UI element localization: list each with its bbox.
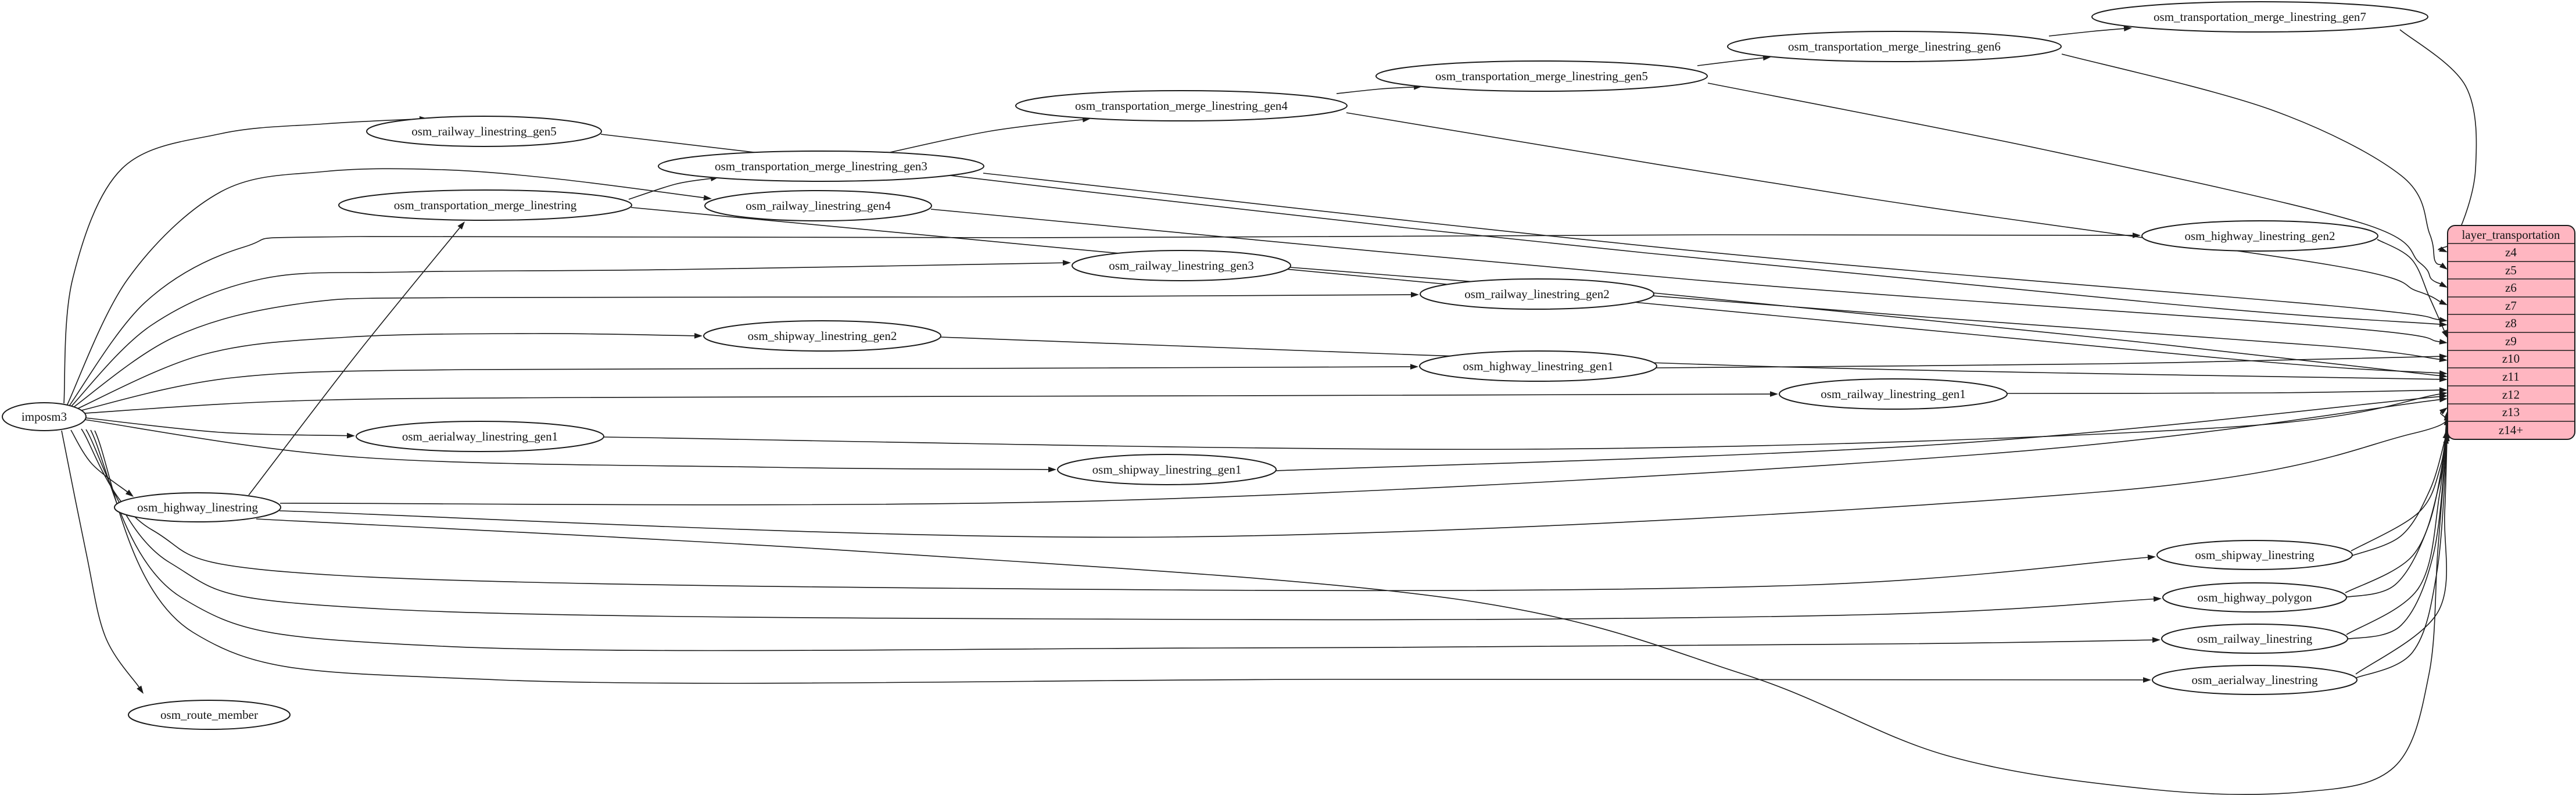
node-label: osm_railway_linestring_gen2 xyxy=(1464,287,1610,301)
table-row-z9: z9 xyxy=(2505,334,2517,348)
edge-osm_transportation_merge_linestring_gen7-to-layer_transportation:z4 xyxy=(2400,30,2477,250)
node-osm-railway-linestring xyxy=(2162,624,2348,653)
node-osm-highway-linestring-gen1 xyxy=(1420,351,1657,381)
node-osm-transportation-merge-linestring-gen4 xyxy=(1016,91,1347,121)
node-osm-highway-linestring xyxy=(114,493,281,522)
node-label: osm_shipway_linestring_gen2 xyxy=(747,329,897,343)
node-osm-transportation-merge-linestring-gen3 xyxy=(658,151,984,181)
arrowhead-icon xyxy=(2439,339,2448,345)
node-osm-transportation-merge-linestring-gen5 xyxy=(1376,61,1707,91)
node-label: osm_railway_linestring_gen3 xyxy=(1109,259,1254,273)
node-label: osm_aerialway_linestring xyxy=(2191,673,2318,687)
node-label: osm_highway_linestring xyxy=(137,500,258,514)
arrowhead-icon xyxy=(2439,281,2448,288)
table-row-z7: z7 xyxy=(2505,299,2517,313)
node-label: osm_highway_linestring_gen1 xyxy=(1463,359,1614,373)
arrowhead-icon xyxy=(1770,391,1778,397)
edge-osm_highway_polygon-to-layer_transportation:z14+ xyxy=(2345,443,2446,597)
arrowhead-icon xyxy=(1411,292,1419,298)
node-label: osm_railway_linestring_gen1 xyxy=(1821,387,1966,401)
edge-imposm3-to-osm_railway_linestring_gen1 xyxy=(77,394,1770,414)
arrowhead-icon xyxy=(137,686,144,694)
node-osm-railway-linestring-gen2 xyxy=(1420,279,1654,309)
node-osm-aerialway-linestring-gen1 xyxy=(356,421,604,452)
arrowhead-icon xyxy=(2439,263,2448,270)
edge-osm_highway_polygon-to-layer_transportation:z13 xyxy=(2345,425,2446,593)
table-row-z6: z6 xyxy=(2505,281,2517,295)
node-osm-transportation-merge-linestring-gen6 xyxy=(1728,31,2061,62)
edge-imposm3-to-osm_route_member xyxy=(62,431,139,687)
edge-osm_transportation_merge_linestring_gen5-to-osm_transportation_merge_linestring_gen6 xyxy=(1697,58,1763,66)
edge-imposm3-to-osm_aerialway_linestring_gen1 xyxy=(85,418,347,436)
node-osm-shipway-linestring-gen1 xyxy=(1058,454,1276,485)
arrowhead-icon xyxy=(126,490,134,497)
arrowhead-icon xyxy=(2152,637,2161,643)
table-title: layer_transportation xyxy=(2462,228,2560,242)
node-label: osm_railway_linestring xyxy=(2197,632,2313,646)
arrowhead-icon xyxy=(1063,260,1071,266)
node-label: osm_transportation_merge_linestring_gen7 xyxy=(2154,10,2366,24)
edge-osm_transportation_merge_linestring_gen4-to-layer_transportation:z7 xyxy=(1346,113,2440,302)
node-osm-railway-linestring-gen4 xyxy=(705,191,931,221)
edge-osm_railway_linestring_gen3-to-layer_transportation:z10 xyxy=(1290,267,2439,359)
node-label: osm_transportation_merge_linestring_gen4 xyxy=(1075,99,1288,113)
node-osm-shipway-linestring xyxy=(2157,540,2352,570)
node-label: osm_shipway_linestring_gen1 xyxy=(1092,463,1242,477)
edge-osm_aerialway_linestring_gen1-to-layer_transportation:z12 xyxy=(603,394,2439,449)
arrowhead-icon xyxy=(694,333,703,339)
edge-imposm3-to-osm_highway_linestring xyxy=(71,430,127,492)
node-label: osm_railway_linestring_gen4 xyxy=(746,199,891,213)
arrowhead-icon xyxy=(704,195,712,201)
arrowhead-icon xyxy=(2143,677,2151,683)
arrowhead-icon xyxy=(2148,554,2156,560)
edge-imposm3-to-osm_railway_linestring_gen2 xyxy=(71,295,1411,409)
node-osm-railway-linestring-gen3 xyxy=(1072,250,1291,281)
edge-osm_shipway_linestring-to-layer_transportation:z14+ xyxy=(2351,438,2445,556)
edge-osm_transportation_merge_linestring_gen5-to-layer_transportation:z6 xyxy=(1708,83,2441,284)
edge-osm_shipway_linestring_gen2-to-layer_transportation:z11 xyxy=(940,337,2439,379)
node-label: osm_transportation_merge_linestring_gen5 xyxy=(1435,69,1648,83)
node-imposm3 xyxy=(2,403,86,431)
node-label: osm_transportation_merge_linestring_gen3 xyxy=(715,159,927,173)
edge-osm_transportation_merge_linestring_gen3-to-osm_transportation_merge_linestring_gen4 xyxy=(890,120,1083,152)
arrowhead-icon xyxy=(1048,467,1056,472)
table-row-z13: z13 xyxy=(2502,405,2520,419)
table-row-z10: z10 xyxy=(2502,352,2520,366)
edge-osm_highway_linestring-to-layer_transportation:z12 xyxy=(280,400,2439,505)
table-row-z12: z12 xyxy=(2502,388,2520,402)
table-row-z4: z4 xyxy=(2505,245,2517,259)
table-row-z11: z11 xyxy=(2502,370,2520,384)
edge-imposm3-to-osm_railway_linestring_gen5 xyxy=(64,119,420,403)
node-osm-transportation-merge-linestring xyxy=(339,190,632,220)
table-row-z5: z5 xyxy=(2505,263,2517,277)
arrowhead-icon xyxy=(1410,364,1418,370)
node-label: osm_route_member xyxy=(160,708,258,722)
node-label: osm_railway_linestring_gen5 xyxy=(411,124,557,138)
node-osm-highway-polygon xyxy=(2163,583,2346,612)
node-osm-shipway-linestring-gen2 xyxy=(704,321,941,351)
arrowhead-icon xyxy=(347,433,355,439)
table-layer-transportation xyxy=(2448,225,2575,439)
table-row-z8: z8 xyxy=(2505,316,2517,330)
arrowhead-icon xyxy=(2442,330,2448,338)
edge-osm_railway_linestring_gen1-to-layer_transportation:z12 xyxy=(2007,390,2439,393)
node-osm-railway-linestring-gen1 xyxy=(1779,379,2007,409)
arrowhead-icon xyxy=(2439,397,2448,403)
node-label: osm_highway_linestring_gen2 xyxy=(2184,229,2335,243)
node-osm-aerialway-linestring xyxy=(2152,665,2357,694)
arrowhead-icon xyxy=(2154,596,2162,602)
edge-osm_transportation_merge_linestring_gen4-to-osm_transportation_merge_linestring_gen5 xyxy=(1337,87,1414,94)
node-osm-highway-linestring-gen2 xyxy=(2142,221,2378,251)
table-row-z14: z14+ xyxy=(2498,423,2524,437)
node-label: osm_shipway_linestring xyxy=(2195,548,2315,562)
edge-osm_highway_linestring-to-layer_transportation:z13 xyxy=(280,412,2446,537)
node-label: osm_transportation_merge_linestring xyxy=(393,198,577,212)
node-label: osm_aerialway_linestring_gen1 xyxy=(402,429,558,443)
node-label: osm_highway_polygon xyxy=(2197,590,2312,604)
edge-osm_highway_linestring-to-osm_transportation_merge_linestring xyxy=(249,228,460,495)
node-label: osm_transportation_merge_linestring_gen6 xyxy=(1788,40,2001,53)
node-label: imposm3 xyxy=(21,410,67,424)
node-osm-transportation-merge-linestring-gen7 xyxy=(2092,2,2428,32)
edge-imposm3-to-osm_shipway_linestring xyxy=(81,429,2148,590)
arrowhead-icon xyxy=(2439,299,2448,305)
edge-imposm3-to-osm_highway_linestring_gen1 xyxy=(74,367,1410,412)
edge-osm_shipway_linestring-to-layer_transportation:z13 xyxy=(2351,421,2446,551)
node-osm-route-member xyxy=(128,700,290,729)
node-osm-railway-linestring-gen5 xyxy=(367,116,601,146)
arrowhead-icon xyxy=(457,221,465,230)
edge-osm_transportation_merge_linestring_gen6-to-osm_transportation_merge_linestring_gen7 xyxy=(2049,28,2124,36)
